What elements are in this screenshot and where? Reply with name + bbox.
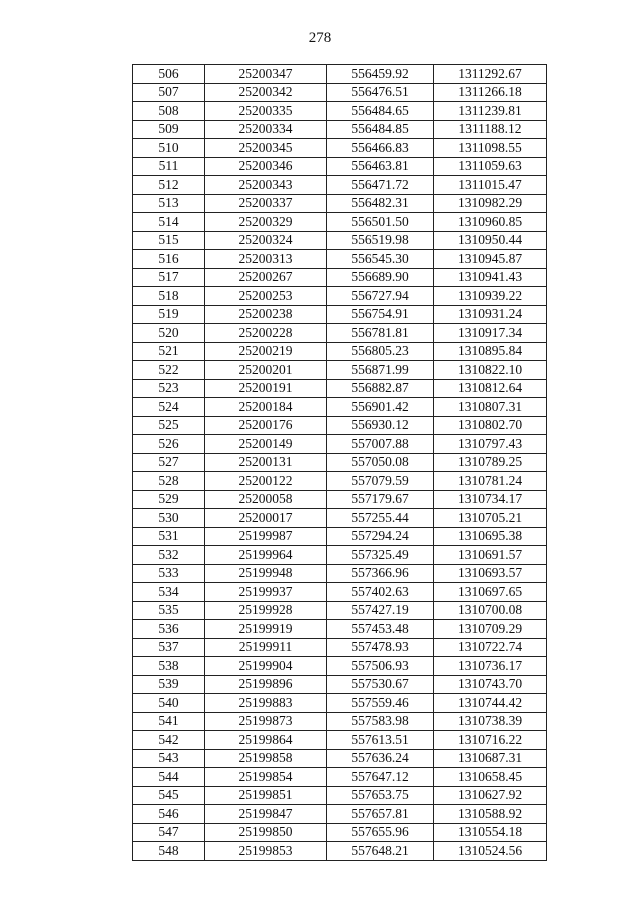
point-id-cell: 25199850: [205, 823, 327, 842]
table-row: [133, 638, 547, 657]
point-id-cell: 25200219: [205, 342, 327, 361]
point-id-cell: 25199851: [205, 786, 327, 805]
y-coordinate-cell: 1310736.17: [434, 657, 547, 676]
x-coordinate-cell: 556466.83: [327, 139, 434, 158]
point-number-cell: 545: [133, 786, 205, 805]
point-id-cell: 25199987: [205, 527, 327, 546]
point-id-cell: 25199883: [205, 694, 327, 713]
x-coordinate-cell: 556781.81: [327, 324, 434, 343]
x-coordinate-cell: 556476.51: [327, 83, 434, 102]
table-row: [133, 157, 547, 176]
table-row: [133, 768, 547, 787]
table-row: [133, 731, 547, 750]
x-coordinate-cell: 557079.59: [327, 472, 434, 491]
point-id-cell: 25200343: [205, 176, 327, 195]
x-coordinate-cell: 557179.67: [327, 490, 434, 509]
x-coordinate-cell: 557453.48: [327, 620, 434, 639]
point-number-cell: 507: [133, 83, 205, 102]
x-coordinate-cell: 557478.93: [327, 638, 434, 657]
point-id-cell: 25200335: [205, 102, 327, 121]
y-coordinate-cell: 1310797.43: [434, 435, 547, 454]
point-id-cell: 25200337: [205, 194, 327, 213]
y-coordinate-cell: 1310802.70: [434, 416, 547, 435]
y-coordinate-cell: 1310691.57: [434, 546, 547, 565]
point-number-cell: 512: [133, 176, 205, 195]
y-coordinate-cell: 1311188.12: [434, 120, 547, 139]
x-coordinate-cell: 557325.49: [327, 546, 434, 565]
x-coordinate-cell: 557530.67: [327, 675, 434, 694]
y-coordinate-cell: 1310705.21: [434, 509, 547, 528]
y-coordinate-cell: 1310524.56: [434, 842, 547, 861]
y-coordinate-cell: 1311015.47: [434, 176, 547, 195]
point-number-cell: 508: [133, 102, 205, 121]
point-id-cell: 25200184: [205, 398, 327, 417]
point-number-cell: 528: [133, 472, 205, 491]
x-coordinate-cell: 557427.19: [327, 601, 434, 620]
y-coordinate-cell: 1311266.18: [434, 83, 547, 102]
point-number-cell: 532: [133, 546, 205, 565]
point-id-cell: 25200334: [205, 120, 327, 139]
point-id-cell: 25200176: [205, 416, 327, 435]
table-row: [133, 823, 547, 842]
x-coordinate-cell: 557657.81: [327, 805, 434, 824]
point-number-cell: 519: [133, 305, 205, 324]
table-row: [133, 712, 547, 731]
table-row: [133, 268, 547, 287]
table-row: [133, 139, 547, 158]
x-coordinate-cell: 557366.96: [327, 564, 434, 583]
point-number-cell: 522: [133, 361, 205, 380]
point-id-cell: 25199964: [205, 546, 327, 565]
point-number-cell: 529: [133, 490, 205, 509]
point-id-cell: 25199853: [205, 842, 327, 861]
point-id-cell: 25200238: [205, 305, 327, 324]
x-coordinate-cell: 557506.93: [327, 657, 434, 676]
x-coordinate-cell: 556871.99: [327, 361, 434, 380]
table-row: [133, 620, 547, 639]
x-coordinate-cell: 557559.46: [327, 694, 434, 713]
table-row: [133, 509, 547, 528]
x-coordinate-cell: 557402.63: [327, 583, 434, 602]
table-row: [133, 342, 547, 361]
y-coordinate-cell: 1311239.81: [434, 102, 547, 121]
table-row: [133, 583, 547, 602]
point-number-cell: 548: [133, 842, 205, 861]
x-coordinate-cell: 556754.91: [327, 305, 434, 324]
point-id-cell: 25200058: [205, 490, 327, 509]
y-coordinate-cell: 1310627.92: [434, 786, 547, 805]
point-number-cell: 511: [133, 157, 205, 176]
point-number-cell: 538: [133, 657, 205, 676]
x-coordinate-cell: 557050.08: [327, 453, 434, 472]
point-number-cell: 543: [133, 749, 205, 768]
x-coordinate-cell: 556482.31: [327, 194, 434, 213]
y-coordinate-cell: 1310789.25: [434, 453, 547, 472]
point-number-cell: 535: [133, 601, 205, 620]
x-coordinate-cell: 557294.24: [327, 527, 434, 546]
point-number-cell: 541: [133, 712, 205, 731]
table-row: [133, 527, 547, 546]
y-coordinate-cell: 1310697.65: [434, 583, 547, 602]
point-id-cell: 25200017: [205, 509, 327, 528]
coordinates-table: [132, 64, 547, 861]
table-row: [133, 176, 547, 195]
point-number-cell: 542: [133, 731, 205, 750]
point-id-cell: 25200191: [205, 379, 327, 398]
point-number-cell: 516: [133, 250, 205, 269]
table-row: [133, 102, 547, 121]
x-coordinate-cell: 556501.50: [327, 213, 434, 232]
point-id-cell: 25199911: [205, 638, 327, 657]
table-row: [133, 694, 547, 713]
x-coordinate-cell: 556484.65: [327, 102, 434, 121]
point-id-cell: 25200342: [205, 83, 327, 102]
point-number-cell: 525: [133, 416, 205, 435]
table-row: [133, 675, 547, 694]
x-coordinate-cell: 557255.44: [327, 509, 434, 528]
point-id-cell: 25199904: [205, 657, 327, 676]
y-coordinate-cell: 1310700.08: [434, 601, 547, 620]
y-coordinate-cell: 1310781.24: [434, 472, 547, 491]
point-number-cell: 537: [133, 638, 205, 657]
y-coordinate-cell: 1310822.10: [434, 361, 547, 380]
point-number-cell: 524: [133, 398, 205, 417]
table-row: [133, 65, 547, 84]
y-coordinate-cell: 1310687.31: [434, 749, 547, 768]
x-coordinate-cell: 556727.94: [327, 287, 434, 306]
table-row: [133, 786, 547, 805]
point-number-cell: 506: [133, 65, 205, 84]
table-row: [133, 213, 547, 232]
x-coordinate-cell: 556689.90: [327, 268, 434, 287]
y-coordinate-cell: 1310945.87: [434, 250, 547, 269]
table-row: [133, 361, 547, 380]
y-coordinate-cell: 1310738.39: [434, 712, 547, 731]
table-row: [133, 305, 547, 324]
table-row: [133, 416, 547, 435]
point-number-cell: 517: [133, 268, 205, 287]
point-number-cell: 526: [133, 435, 205, 454]
y-coordinate-cell: 1310941.43: [434, 268, 547, 287]
x-coordinate-cell: 556882.87: [327, 379, 434, 398]
table-row: [133, 601, 547, 620]
x-coordinate-cell: 557653.75: [327, 786, 434, 805]
y-coordinate-cell: 1310734.17: [434, 490, 547, 509]
table-row: [133, 435, 547, 454]
point-number-cell: 533: [133, 564, 205, 583]
point-number-cell: 527: [133, 453, 205, 472]
y-coordinate-cell: 1310709.29: [434, 620, 547, 639]
point-number-cell: 547: [133, 823, 205, 842]
point-number-cell: 531: [133, 527, 205, 546]
x-coordinate-cell: 557613.51: [327, 731, 434, 750]
point-id-cell: 25199847: [205, 805, 327, 824]
table-row: [133, 287, 547, 306]
page-number: 278: [308, 30, 332, 46]
table-row: [133, 398, 547, 417]
table-row: [133, 379, 547, 398]
point-id-cell: 25200267: [205, 268, 327, 287]
point-id-cell: 25200324: [205, 231, 327, 250]
point-id-cell: 25199937: [205, 583, 327, 602]
table-row: [133, 546, 547, 565]
y-coordinate-cell: 1310554.18: [434, 823, 547, 842]
x-coordinate-cell: 556930.12: [327, 416, 434, 435]
table-row: [133, 83, 547, 102]
x-coordinate-cell: 557583.98: [327, 712, 434, 731]
point-number-cell: 515: [133, 231, 205, 250]
point-number-cell: 510: [133, 139, 205, 158]
point-number-cell: 509: [133, 120, 205, 139]
y-coordinate-cell: 1311292.67: [434, 65, 547, 84]
point-id-cell: 25200149: [205, 435, 327, 454]
x-coordinate-cell: 557007.88: [327, 435, 434, 454]
table-row: [133, 324, 547, 343]
point-number-cell: 540: [133, 694, 205, 713]
y-coordinate-cell: 1310939.22: [434, 287, 547, 306]
point-number-cell: 518: [133, 287, 205, 306]
x-coordinate-cell: 556545.30: [327, 250, 434, 269]
point-id-cell: 25200329: [205, 213, 327, 232]
point-id-cell: 25199919: [205, 620, 327, 639]
point-number-cell: 513: [133, 194, 205, 213]
point-number-cell: 521: [133, 342, 205, 361]
point-id-cell: 25199948: [205, 564, 327, 583]
table-row: [133, 564, 547, 583]
x-coordinate-cell: 557655.96: [327, 823, 434, 842]
y-coordinate-cell: 1310722.74: [434, 638, 547, 657]
point-number-cell: 523: [133, 379, 205, 398]
point-number-cell: 536: [133, 620, 205, 639]
coordinates-table-body: [133, 65, 547, 861]
point-id-cell: 25200346: [205, 157, 327, 176]
x-coordinate-cell: 556463.81: [327, 157, 434, 176]
y-coordinate-cell: 1310931.24: [434, 305, 547, 324]
table-row: [133, 805, 547, 824]
point-id-cell: 25200228: [205, 324, 327, 343]
point-number-cell: 546: [133, 805, 205, 824]
y-coordinate-cell: 1310716.22: [434, 731, 547, 750]
point-number-cell: 514: [133, 213, 205, 232]
x-coordinate-cell: 557647.12: [327, 768, 434, 787]
point-id-cell: 25199854: [205, 768, 327, 787]
table-row: [133, 657, 547, 676]
y-coordinate-cell: 1310812.64: [434, 379, 547, 398]
table-row: [133, 749, 547, 768]
y-coordinate-cell: 1310693.57: [434, 564, 547, 583]
x-coordinate-cell: 556519.98: [327, 231, 434, 250]
point-id-cell: 25200345: [205, 139, 327, 158]
y-coordinate-cell: 1311059.63: [434, 157, 547, 176]
y-coordinate-cell: 1310960.85: [434, 213, 547, 232]
point-id-cell: 25199873: [205, 712, 327, 731]
table-row: [133, 194, 547, 213]
table-row: [133, 453, 547, 472]
point-id-cell: 25200253: [205, 287, 327, 306]
x-coordinate-cell: 556459.92: [327, 65, 434, 84]
point-id-cell: 25199864: [205, 731, 327, 750]
point-id-cell: 25199928: [205, 601, 327, 620]
x-coordinate-cell: 557636.24: [327, 749, 434, 768]
point-id-cell: 25200313: [205, 250, 327, 269]
x-coordinate-cell: 556471.72: [327, 176, 434, 195]
point-number-cell: 530: [133, 509, 205, 528]
y-coordinate-cell: 1310982.29: [434, 194, 547, 213]
x-coordinate-cell: 556805.23: [327, 342, 434, 361]
point-number-cell: 520: [133, 324, 205, 343]
point-id-cell: 25199896: [205, 675, 327, 694]
table-row: [133, 490, 547, 509]
point-id-cell: 25200347: [205, 65, 327, 84]
table-row: [133, 231, 547, 250]
y-coordinate-cell: 1311098.55: [434, 139, 547, 158]
point-number-cell: 539: [133, 675, 205, 694]
y-coordinate-cell: 1310744.42: [434, 694, 547, 713]
point-id-cell: 25200122: [205, 472, 327, 491]
y-coordinate-cell: 1310950.44: [434, 231, 547, 250]
y-coordinate-cell: 1310743.70: [434, 675, 547, 694]
table-row: [133, 120, 547, 139]
point-number-cell: 534: [133, 583, 205, 602]
point-number-cell: 544: [133, 768, 205, 787]
y-coordinate-cell: 1310658.45: [434, 768, 547, 787]
table-row: [133, 250, 547, 269]
point-id-cell: 25200201: [205, 361, 327, 380]
point-id-cell: 25200131: [205, 453, 327, 472]
y-coordinate-cell: 1310695.38: [434, 527, 547, 546]
y-coordinate-cell: 1310807.31: [434, 398, 547, 417]
x-coordinate-cell: 556484.85: [327, 120, 434, 139]
x-coordinate-cell: 557648.21: [327, 842, 434, 861]
y-coordinate-cell: 1310917.34: [434, 324, 547, 343]
table-row: [133, 472, 547, 491]
y-coordinate-cell: 1310895.84: [434, 342, 547, 361]
y-coordinate-cell: 1310588.92: [434, 805, 547, 824]
table-row: [133, 842, 547, 861]
point-id-cell: 25199858: [205, 749, 327, 768]
x-coordinate-cell: 556901.42: [327, 398, 434, 417]
